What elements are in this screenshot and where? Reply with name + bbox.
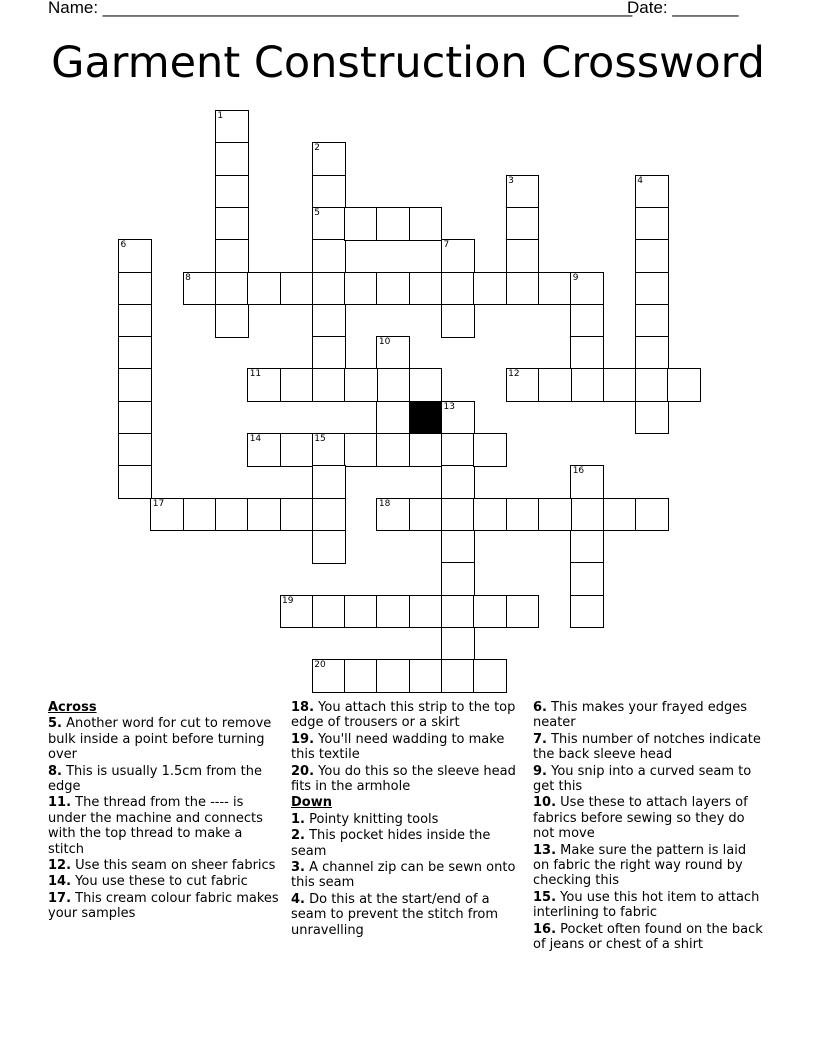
clue-number: 4. [291, 891, 305, 907]
clue-item: 2. This pocket hides inside the seam [291, 828, 491, 859]
clue-item: 20. You do this so the sleeve head fits in the armhole [291, 763, 516, 795]
grid-cell[interactable] [441, 498, 475, 532]
grid-cell[interactable] [344, 368, 378, 402]
grid-cell[interactable] [441, 304, 475, 338]
grid-cell[interactable] [603, 368, 637, 402]
clue-number: 15. [533, 889, 557, 905]
grid-cell[interactable] [570, 465, 604, 499]
clue-number: 14. [48, 874, 72, 890]
cell-number: 15 [314, 434, 326, 444]
grid-cell[interactable] [280, 595, 314, 629]
grid-cell[interactable] [441, 659, 475, 693]
cell-number: 19 [282, 595, 294, 606]
grid-cell[interactable] [570, 336, 604, 370]
grid-cell[interactable] [344, 272, 378, 306]
grid-cell[interactable] [312, 530, 346, 564]
grid-cell[interactable] [441, 465, 475, 499]
clue-item: 3. A channel zip can be sewn onto this seam [291, 860, 516, 891]
grid-cell[interactable] [118, 401, 152, 435]
clue-number: 13. [533, 842, 557, 858]
clues-column-3 [533, 700, 765, 954]
cell-number: 4 [637, 175, 644, 186]
grid-cell[interactable] [280, 272, 314, 306]
grid-cell[interactable] [215, 239, 249, 273]
clue-item: 14. You use these to cut fabric [48, 874, 248, 890]
cell-number: 16 [572, 466, 585, 477]
grid-cell[interactable] [441, 401, 475, 435]
grid-cell[interactable] [312, 498, 346, 532]
grid-cell[interactable] [118, 272, 152, 306]
grid-cell[interactable] [635, 336, 669, 370]
grid-cell[interactable] [312, 433, 346, 467]
grid-cell[interactable] [344, 207, 378, 241]
name-field[interactable]: Name: ________________________________________________________ [48, 0, 633, 17]
grid-cell[interactable] [183, 498, 217, 532]
clue-item: 15. You use this hot item to attach interlining to fabric [533, 889, 760, 921]
grid-cell[interactable] [344, 433, 378, 467]
grid-cell[interactable] [441, 530, 475, 564]
grid-cell[interactable] [441, 272, 475, 306]
grid-cell[interactable] [215, 110, 249, 144]
clue-number: 10. [533, 795, 557, 811]
grid-cell[interactable] [506, 239, 540, 273]
grid-cell[interactable] [570, 530, 604, 564]
grid-cell[interactable] [570, 562, 604, 596]
grid-cell[interactable] [409, 207, 443, 241]
clue-item: 17. This cream colour fabric makes your samples [48, 890, 279, 922]
grid-cell[interactable] [635, 304, 669, 338]
grid-cell[interactable] [312, 465, 346, 499]
grid-cell[interactable] [118, 239, 152, 273]
grid-cell[interactable] [344, 659, 378, 693]
grid-cell[interactable] [376, 207, 410, 241]
clue-item: 5. Another word for cut to remove bulk inside a point before turning over [48, 716, 272, 763]
grid-cell[interactable] [183, 272, 217, 306]
grid-cell[interactable] [215, 498, 249, 532]
clue-item: 4. Do this at the start/end of a seam to prevent the stitch from unravelling [291, 891, 499, 938]
clue-number: 19. [291, 731, 315, 747]
grid-cell[interactable] [473, 433, 507, 467]
clue-item: 18. You attach this strip to the top edge of trousers or a skirt [291, 700, 516, 731]
grid-cell[interactable] [247, 433, 281, 467]
grid-cell[interactable] [409, 659, 443, 693]
grid-cell[interactable] [409, 433, 443, 467]
grid-cell[interactable] [667, 368, 701, 402]
grid-cell[interactable] [538, 368, 572, 402]
clue-number: 5. [48, 716, 62, 732]
grid-cell[interactable] [376, 659, 410, 693]
grid-cell[interactable] [538, 272, 572, 306]
grid-cell[interactable] [312, 272, 346, 306]
grid-cell[interactable] [570, 304, 604, 338]
cell-number: 18 [378, 498, 391, 509]
clue-number: 16. [533, 921, 557, 937]
cell-number: 20 [314, 660, 326, 671]
cell-number: 5 [314, 207, 321, 218]
grid-cell[interactable] [441, 433, 475, 467]
across-heading: Across [48, 700, 97, 715]
grid-cell[interactable] [635, 401, 669, 435]
grid-cell[interactable] [506, 368, 540, 402]
grid-cell[interactable] [376, 401, 410, 435]
grid-cell[interactable] [409, 272, 443, 306]
clue-item: 6. This makes your frayed edges neater [533, 700, 748, 731]
grid-block [409, 401, 443, 435]
grid-cell[interactable] [215, 272, 249, 306]
grid-cell[interactable] [215, 142, 249, 176]
grid-cell[interactable] [247, 272, 281, 306]
clue-number: 17. [48, 890, 72, 906]
grid-cell[interactable] [118, 433, 152, 467]
grid-cell[interactable] [441, 562, 475, 596]
clue-number: 18. [291, 700, 315, 715]
cell-number: 10 [378, 337, 391, 348]
cell-number: 14 [249, 434, 262, 444]
grid-cell[interactable] [570, 272, 604, 306]
grid-cell[interactable] [376, 433, 410, 467]
grid-cell[interactable] [312, 239, 346, 273]
clue-number: 1. [291, 811, 305, 827]
clue-item: 16. Pocket often found on the back of jeans or chest of a shirt [533, 921, 763, 953]
cell-number: 3 [508, 175, 514, 186]
grid-cell[interactable] [570, 498, 604, 532]
grid-cell[interactable] [441, 627, 475, 661]
down-heading: Down [291, 795, 332, 811]
grid-cell[interactable] [635, 175, 669, 209]
grid-cell[interactable] [441, 595, 475, 629]
grid-cell[interactable] [376, 595, 410, 629]
grid-cell[interactable] [506, 207, 540, 241]
grid-cell[interactable] [280, 498, 314, 532]
grid-cell[interactable] [441, 239, 475, 273]
cell-number: 2 [314, 143, 321, 154]
clue-item: 9. You snip into a curved seam to get this [533, 763, 752, 795]
clue-number: 2. [291, 828, 305, 844]
page-title: Garment Construction Crossword [51, 38, 765, 88]
clue-number: 12. [48, 858, 72, 874]
grid-cell[interactable] [538, 498, 572, 532]
grid-cell[interactable] [247, 368, 281, 402]
grid-cell[interactable] [118, 304, 152, 338]
cell-number: 9 [572, 272, 579, 283]
cell-number: 17 [152, 498, 165, 509]
cell-number: 12 [508, 369, 520, 380]
grid-cell[interactable] [473, 272, 507, 306]
grid-cell[interactable] [506, 175, 540, 209]
grid-cell[interactable] [635, 368, 669, 402]
grid-cell[interactable] [150, 498, 184, 532]
grid-cell[interactable] [118, 336, 152, 370]
grid-cell[interactable] [376, 272, 410, 306]
clue-item: 1. Pointy knitting tools [291, 811, 439, 827]
date-field[interactable]: Date: _______ [627, 0, 739, 17]
grid-cell[interactable] [409, 498, 443, 532]
grid-cell[interactable] [312, 142, 346, 176]
grid-cell[interactable] [280, 368, 314, 402]
clue-item: 10. Use these to attach layers of fabrics before sewing so they do not move [533, 795, 748, 842]
clue-item: 19. You'll need wadding to make this textile [291, 731, 505, 763]
grid-cell[interactable] [506, 272, 540, 306]
grid-cell[interactable] [635, 272, 669, 306]
clue-number: 20. [291, 763, 315, 779]
grid-cell[interactable] [506, 498, 540, 532]
grid-cell[interactable] [312, 595, 346, 629]
grid-cell[interactable] [635, 498, 669, 532]
grid-cell[interactable] [409, 595, 443, 629]
grid-cell[interactable] [312, 207, 346, 241]
grid-cell[interactable] [376, 498, 410, 532]
cell-number: 13 [443, 401, 455, 412]
grid-cell[interactable] [473, 498, 507, 532]
clue-number: 9. [533, 763, 547, 779]
grid-cell[interactable] [409, 368, 443, 402]
clues-column-1 [48, 700, 280, 923]
grid-cell[interactable] [280, 433, 314, 467]
cell-number: 8 [185, 272, 191, 283]
grid-cell[interactable] [118, 465, 152, 499]
grid-cell[interactable] [344, 595, 378, 629]
cell-number: 6 [120, 240, 127, 251]
grid-cell[interactable] [376, 336, 410, 370]
cell-number: 7 [443, 240, 450, 251]
grid-cell[interactable] [215, 207, 249, 241]
cell-number: 11 [249, 369, 262, 380]
grid-cell[interactable] [635, 239, 669, 273]
grid-cell[interactable] [247, 498, 281, 532]
clue-number: 7. [533, 731, 547, 747]
grid-cell[interactable] [312, 659, 346, 693]
grid-cell[interactable] [312, 368, 346, 402]
grid-cell[interactable] [312, 336, 346, 370]
clue-number: 11. [48, 795, 72, 811]
grid-cell[interactable] [312, 304, 346, 338]
grid-cell[interactable] [118, 368, 152, 402]
grid-cell[interactable] [570, 368, 604, 402]
grid-cell[interactable] [215, 304, 249, 338]
clues-column-2 [291, 700, 519, 939]
grid-cell[interactable] [603, 498, 637, 532]
grid-cell[interactable] [506, 595, 540, 629]
cell-number: 1 [217, 111, 224, 121]
clue-item: 11. The thread from the ---- is under the machine and connects with the top thread to make a stitch [48, 795, 263, 857]
clue-item: 12. Use this seam on sheer fabrics [48, 858, 276, 874]
grid-cell[interactable] [635, 207, 669, 241]
clue-item: 13. Make sure the pattern is laid on fabric the right way round by checking this [533, 842, 747, 889]
clue-number: 3. [291, 860, 305, 876]
grid-cell[interactable] [376, 368, 410, 402]
grid-cell[interactable] [473, 595, 507, 629]
grid-cell[interactable] [570, 595, 604, 629]
grid-cell[interactable] [473, 659, 507, 693]
grid-cell[interactable] [312, 175, 346, 209]
clue-item: 7. This number of notches indicate the back sleeve head [533, 731, 761, 763]
grid-cell[interactable] [215, 175, 249, 209]
clue-number: 6. [533, 700, 547, 715]
clue-number: 8. [48, 763, 62, 779]
clue-item: 8. This is usually 1.5cm from the edge [48, 763, 262, 795]
